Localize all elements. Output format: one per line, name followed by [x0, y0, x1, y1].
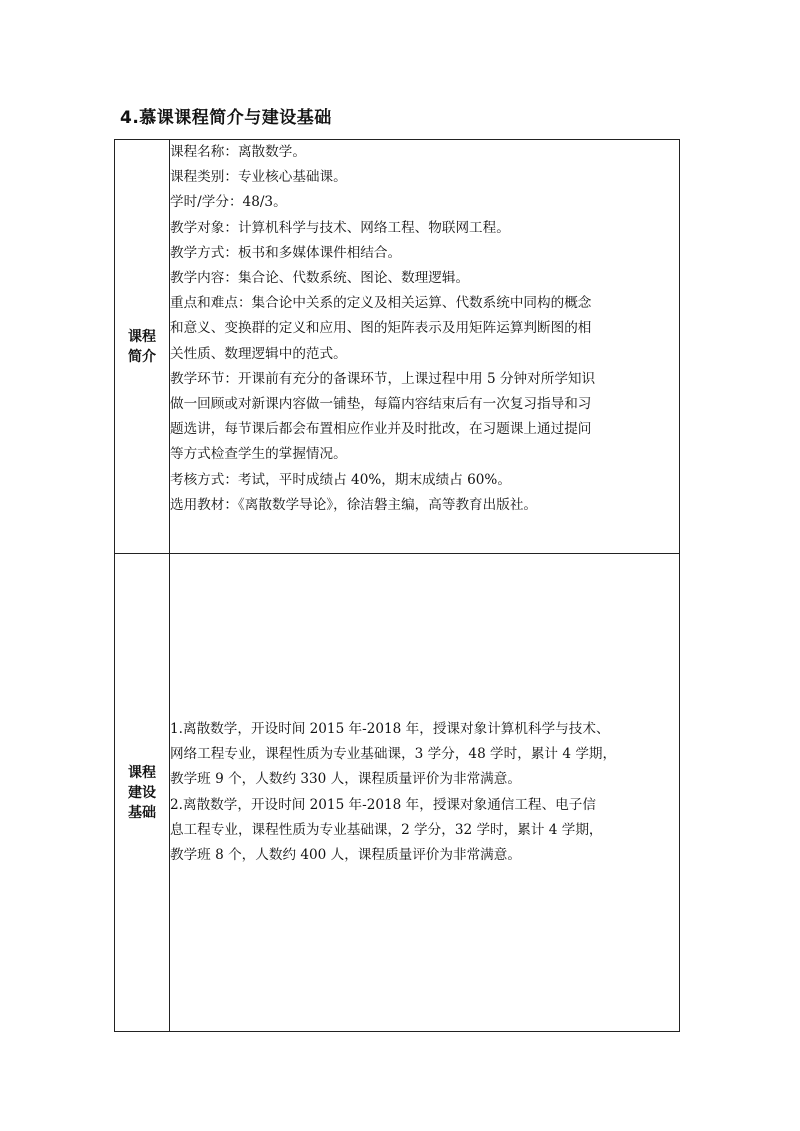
intro-line: 做一回顾或对新课内容做一铺垫，每篇内容结束后有一次复习指导和习	[170, 396, 592, 413]
section-heading: 4.慕课课程简介与建设基础	[120, 108, 332, 128]
course-foundation-label-line3: 基础	[128, 804, 156, 821]
course-intro-content	[170, 140, 680, 554]
intro-line: 考核方式：考试，平时成绩占 40%，期末成绩占 60%。	[170, 471, 511, 488]
intro-line: 选用教材：《离散数学导论》，徐洁磐主编，高等教育出版社。	[170, 496, 538, 513]
course-intro-label-line2: 简介	[128, 348, 156, 365]
foundation-line: 网络工程专业，课程性质为专业基础课，3 学分，48 学时，累计 4 学期，	[170, 746, 617, 763]
course-foundation-row	[115, 554, 680, 1032]
foundation-line: 1.离散数学，开设时间 2015 年-2018 年，授课对象计算机科学与技术、	[170, 720, 610, 737]
foundation-line: 2.离散数学，开设时间 2015 年-2018 年，授课对象通信工程、电子信	[170, 796, 596, 813]
course-intro-label	[115, 140, 170, 554]
course-foundation-content	[170, 554, 680, 1032]
intro-line: 和意义、变换群的定义和应用、图的矩阵表示及用矩阵运算判断图的相	[170, 320, 592, 337]
course-info-table	[114, 139, 680, 1032]
course-intro-row	[115, 140, 680, 554]
intro-line: 课程名称：离散数学。	[170, 144, 306, 160]
course-intro-label-line1: 课程	[128, 328, 156, 345]
foundation-line: 息工程专业，课程性质为专业基础课，2 学分，32 学时，累计 4 学期，	[170, 821, 603, 838]
intro-line: 教学方式：板书和多媒体课件相结合。	[170, 244, 402, 261]
intro-line: 关性质、数理逻辑中的范式。	[170, 345, 347, 362]
foundation-line: 教学班 9 个，人数约 330 人，课程质量评价为非常满意。	[170, 771, 521, 788]
intro-line: 教学内容：集合论、代数系统、图论、数理逻辑。	[170, 270, 470, 287]
intro-line: 教学环节：开课前有充分的备课环节，上课过程中用 5 分钟对所学知识	[170, 370, 596, 387]
intro-line: 等方式检查学生的掌握情况。	[170, 446, 347, 463]
intro-line: 题选讲，每节课后都会布置相应作业并及时批改，在习题课上通过提问	[170, 421, 592, 438]
intro-line: 教学对象：计算机科学与技术、网络工程、物联网工程。	[170, 219, 510, 236]
course-foundation-label	[115, 554, 170, 1032]
course-foundation-label-line1: 课程	[128, 764, 156, 781]
intro-line: 学时/学分：48/3。	[170, 194, 287, 211]
course-foundation-label-line2: 建设	[128, 784, 156, 801]
foundation-line: 教学班 8 个，人数约 400 人，课程质量评价为非常满意。	[170, 846, 521, 863]
intro-line: 重点和难点：集合论中关系的定义及相关运算、代数系统中同构的概念	[170, 295, 592, 312]
intro-line: 课程类别：专业核心基础课。	[170, 169, 347, 186]
